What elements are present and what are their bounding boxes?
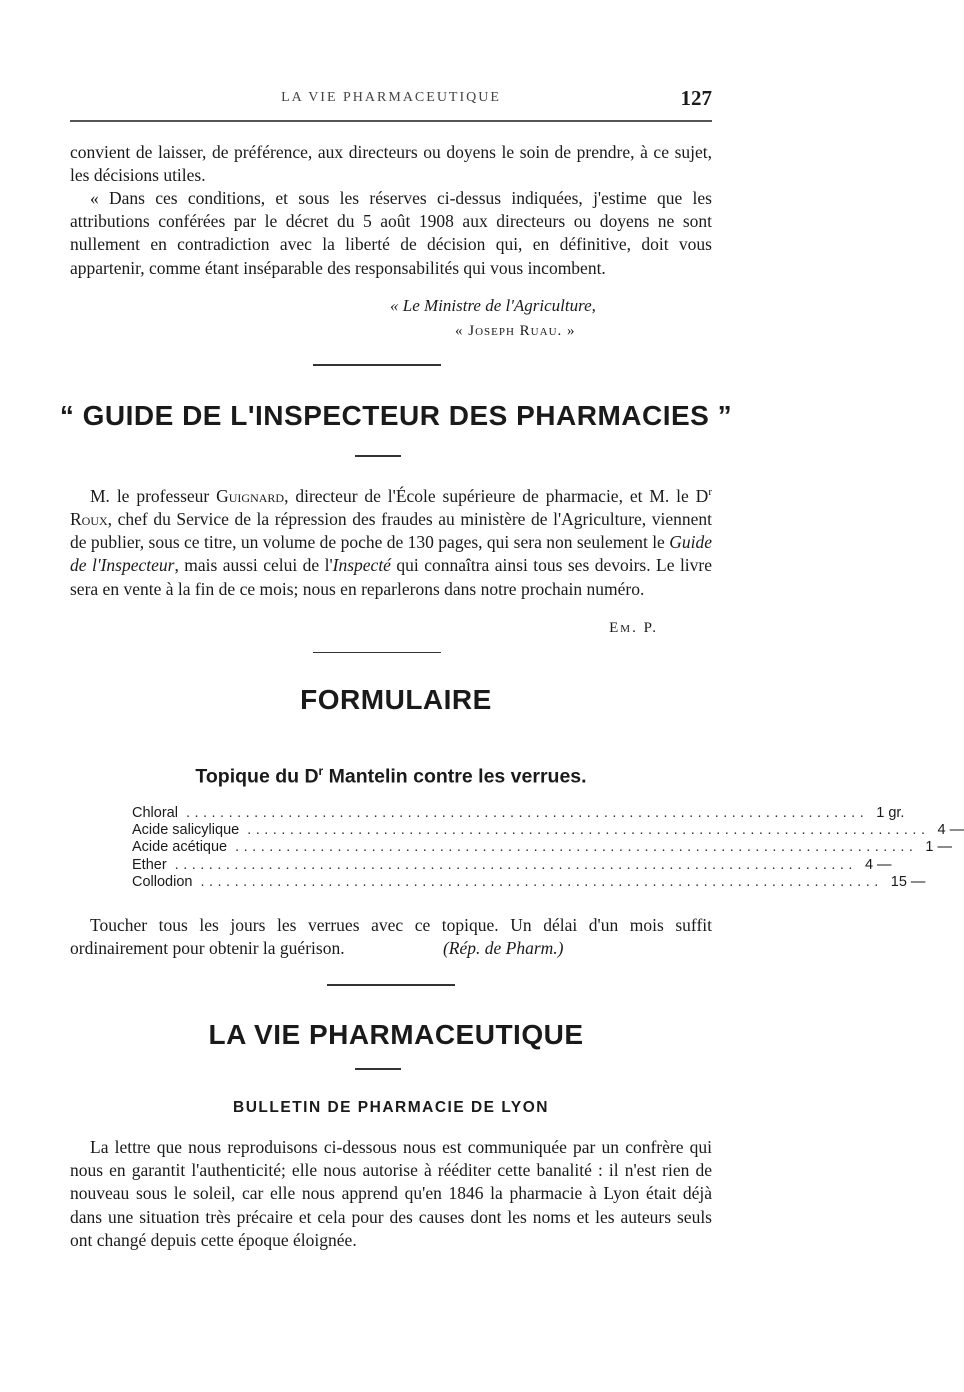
letter-paragraph-1: convient de laisser, de préférence, aux directeurs ou doyens le soin de prendre, à ce sujet, les décisions utiles. [70,142,712,186]
author-initials: Em. P. [609,620,658,636]
guide-paragraph: M. le professeur Guignard, directeur de l'École supérieure de pharmacie, et M. le $D^r$ Roux, chef du Service de la répression des fraudes au ministère de l'Agriculture, viennent de publier, sous ce titre, un volume de poche de 130 pages, qui sera non seulement le Guide de l'Inspecteur, mais aussi celui de l'Inspecté qui connaîtra ainsi tous ses devoirs. Le livre sera en vente à la fin de ce mois; nous en reparlerons dans notre prochain numéro. [70,485,713,599]
recipe-item: Acide salicylique ................................................................................ 4 — [132,822,964,839]
vie-title: LA VIE PHARMACEUTIQUE [208,1019,584,1050]
section-divider [327,984,455,986]
page-number: 127 [680,86,712,110]
title-underline [355,455,401,457]
running-head [70,86,712,112]
recipe-item: Ether ................................................................................ 4 — [132,856,892,873]
letter-paragraph-2: « Dans ces conditions, et sous les réserves ci-dessus indiquées, j'estime que les attributions conférées par le décret du 5 août 1908 aux directeurs ou doyens ne sont nullement en contradiction avec la liberté de décision qui, en définitive, doit vous appartenir, comme étant inséparable des responsabilités qui vous incombent. [70,188,712,278]
title-underline [355,1068,401,1070]
guide-title: “ GUIDE DE L'INSPECTEUR DES PHARMACIES ” [59,400,733,431]
recipe-source: (Rép. de Pharm.) [442,938,564,959]
recipe-list [132,805,964,891]
bulletin-title: BULLETIN DE PHARMACIE DE LYON [233,1099,549,1116]
recipe-item: Chloral ................................................................................ 1 gr. [132,805,905,821]
signature-minister: « Le Ministre de l'Agriculture, [390,296,596,315]
running-title: LA VIE PHARMACEUTIQUE [281,90,501,105]
header-rule [70,120,712,122]
bulletin-paragraph: La lettre que nous reproduisons ci-dessous nous est communiquée par un confrère qui nous en garantit l'authenticité; elle nous autorise à rééditer cette banalité : il n'est rien de nouveau sous le soleil, car elle nous apprend qu'en 1846 la pharmacie à Lyon était déjà dans une situation très précaire et cela pour des causes dont les noms et les auteurs seuls ont changé depuis cette époque éloignée. [70,1137,712,1250]
recipe-instructions: Toucher tous les jours les verrues avec ce topique. Un délai d'un mois suffit ordinairement pour obtenir la guérison. (Rép. de Pharm.) [70,915,712,959]
recipe-item: Acide acétique ................................................................................ 1 — [132,839,953,856]
signature-name: « Joseph Ruau. » [455,323,576,339]
section-divider [313,652,441,653]
recipe-title: Topique du $D^r$ Mantelin contre les verrues. [195,764,587,788]
recipe-item: Collodion ................................................................................ 15 — [132,873,926,890]
section-divider [313,364,441,366]
formulaire-title: FORMULAIRE [300,684,492,715]
